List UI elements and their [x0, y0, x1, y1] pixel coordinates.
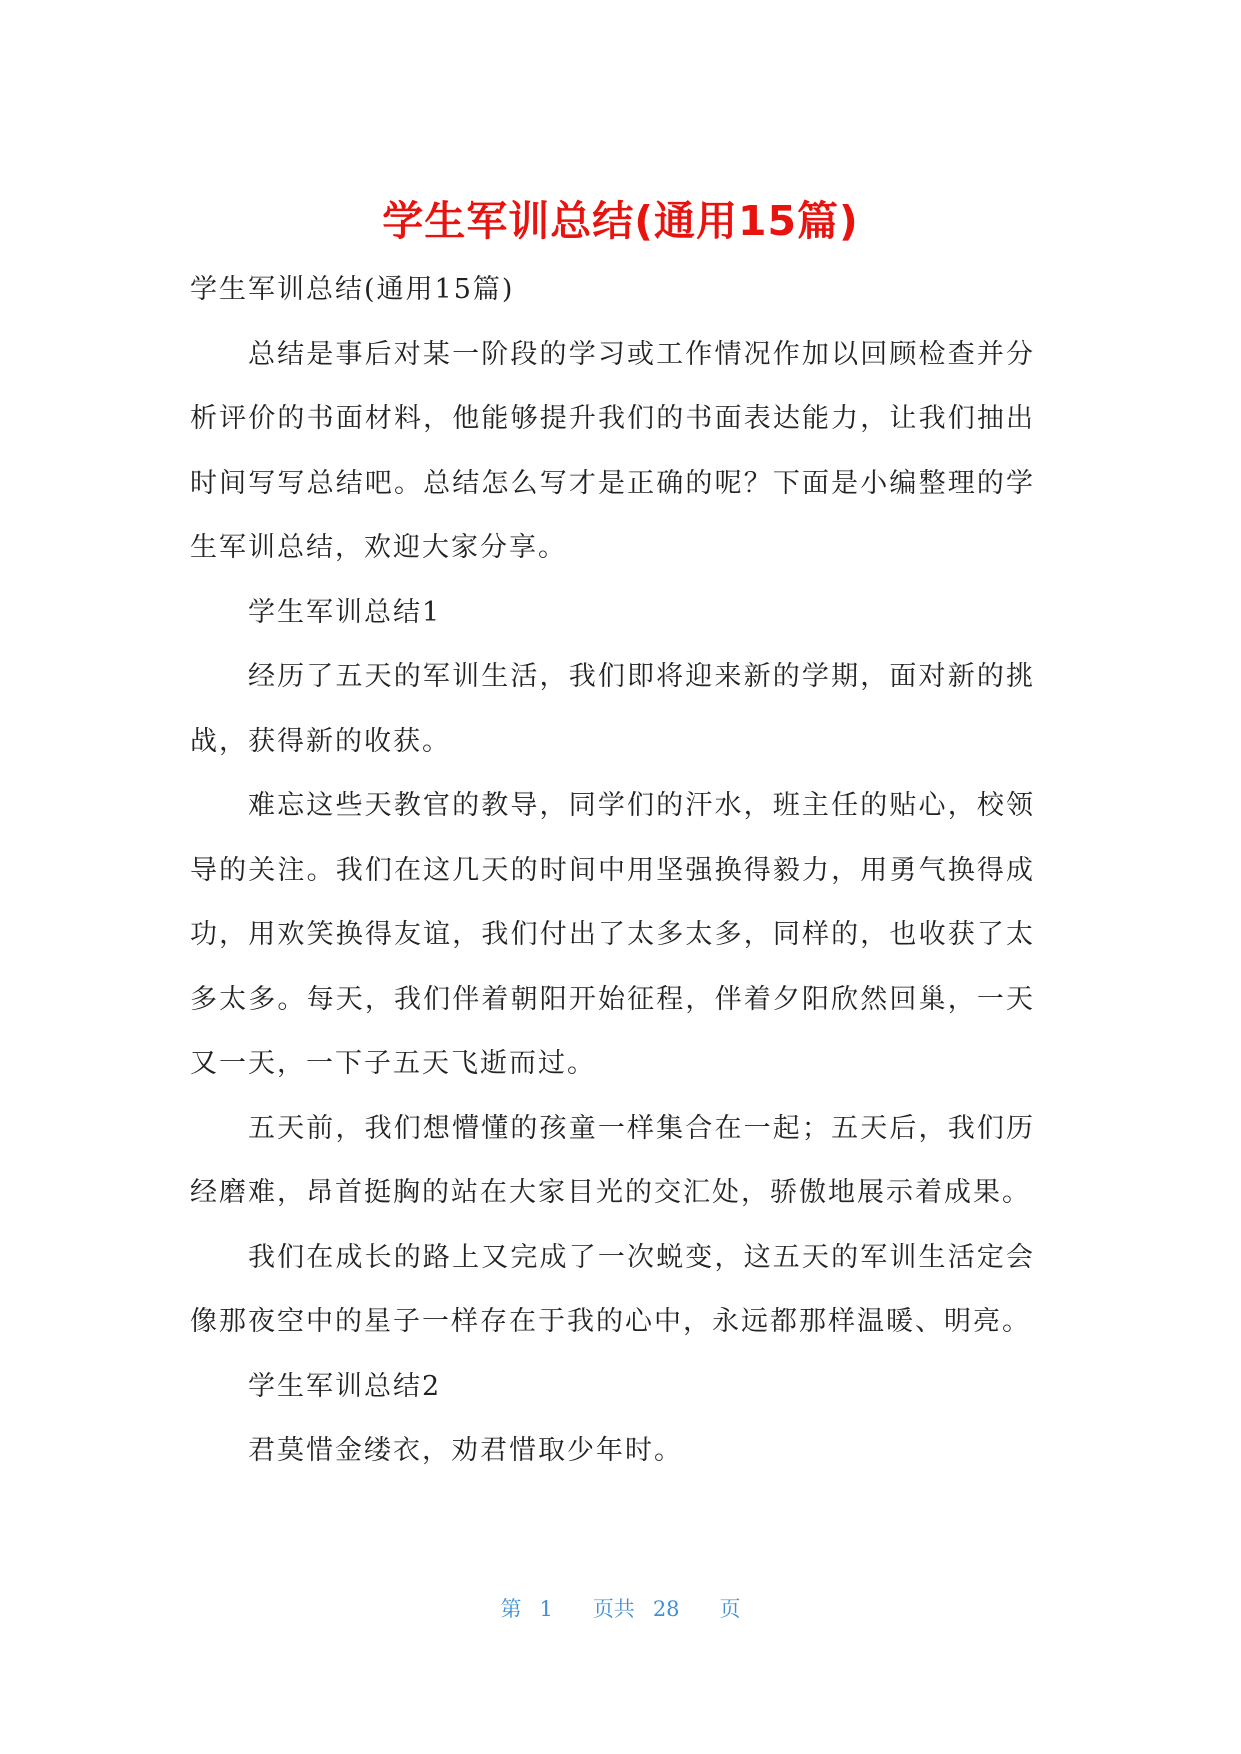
- body-paragraph: 我们在成长的路上又完成了一次蜕变，这五天的军训生活定会像那夜空中的星子一样存在于我的心中，永远都那样温暖、明亮。: [190, 1241, 1035, 1337]
- section-heading-2: 学生军训总结2: [248, 1370, 442, 1402]
- footer-prefix: 第: [500, 1597, 522, 1621]
- footer-current-page: 1: [539, 1597, 553, 1621]
- section-heading-1: 学生军训总结1: [248, 596, 442, 628]
- body-paragraph: 经历了五天的军训生活，我们即将迎来新的学期，面对新的挑战，获得新的收获。: [190, 661, 1035, 757]
- document-title: 学生军训总结(通用15篇): [382, 197, 859, 245]
- footer-middle: 页共: [592, 1597, 635, 1621]
- page-footer: [0, 1594, 1241, 1624]
- intro-paragraph: 总结是事后对某一阶段的学习或工作情况作加以回顾检查并分析评价的书面材料，他能够提升我们的书面表达能力，让我们抽出时间写写总结吧。总结怎么写才是正确的呢？下面是小编整理的学生军训总结，欢迎大家分享。: [190, 338, 1035, 563]
- body-paragraph: 五天前，我们想懵懂的孩童一样集合在一起；五天后，我们历经磨难，昂首挺胸的站在大家目光的交汇处，骄傲地展示着成果。: [190, 1112, 1035, 1208]
- footer-suffix: 页: [719, 1597, 741, 1621]
- body-paragraph: 君莫惜金缕衣，劝君惜取少年时。: [248, 1435, 683, 1466]
- document-body: [190, 258, 1035, 1484]
- footer-total-pages: 28: [652, 1597, 680, 1621]
- subtitle-paragraph: 学生军训总结(通用15篇): [190, 274, 515, 305]
- body-paragraph: 难忘这些天教官的教导，同学们的汗水，班主任的贴心，校领导的关注。我们在这几天的时间中用坚强换得毅力，用勇气换得成功，用欢笑换得友谊，我们付出了太多太多，同样的，也收获了太多太多。每天，我们伴着朝阳开始征程，伴着夕阳欣然回巢，一天又一天，一下子五天飞逝而过。: [190, 790, 1035, 1079]
